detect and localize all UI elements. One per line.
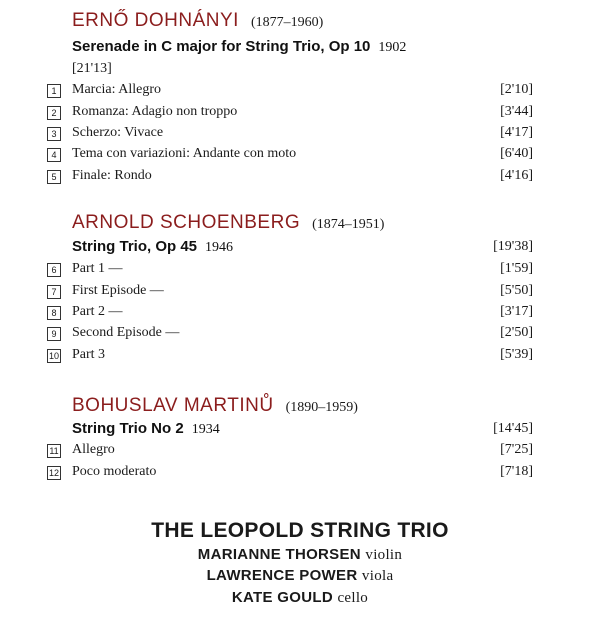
track-number: 9 <box>47 327 61 341</box>
track-title: First Episode — <box>72 283 164 298</box>
track-duration: [7'18] <box>500 464 533 479</box>
track-duration: [2'10] <box>500 82 533 97</box>
track-duration: [7'25] <box>500 442 533 457</box>
track-title: Part 1 — <box>72 261 123 276</box>
work-title: String Trio, Op 45 <box>72 238 198 255</box>
member-instrument: viola <box>361 568 394 584</box>
work-title-string-trio-op45 <box>72 238 233 256</box>
track-title: Marcia: Allegro <box>72 82 162 97</box>
composer-heading-schoenberg <box>72 212 384 234</box>
composer-name: ARNOLD SCHOENBERG <box>72 212 301 233</box>
track-number: 11 <box>47 444 61 458</box>
track-row <box>0 82 600 102</box>
composer-dates: (1874–1951) <box>312 217 385 232</box>
track-row <box>0 168 600 188</box>
track-number: 5 <box>47 170 61 184</box>
track-title: Allegro <box>72 442 115 457</box>
track-title: Part 2 — <box>72 304 123 319</box>
track-title: Finale: Rondo <box>72 168 152 183</box>
composer-heading-dohnanyi <box>72 10 323 32</box>
track-number: 12 <box>48 468 59 478</box>
ensemble-member <box>0 567 600 585</box>
track-row <box>0 442 600 462</box>
track-duration: [3'17] <box>500 304 533 319</box>
track-title: Tema con variazioni: Andante con moto <box>72 146 297 161</box>
track-row <box>0 325 600 345</box>
track-duration: [1'59] <box>500 261 533 276</box>
track-number: 7 <box>47 285 61 299</box>
composer-heading-martinu <box>72 395 358 417</box>
work-total-duration: [19'38] <box>493 239 533 254</box>
track-number: 4 <box>47 148 61 162</box>
track-duration: [6'40] <box>500 146 533 161</box>
track-duration: [5'39] <box>500 347 533 362</box>
ensemble-name: THE LEOPOLD STRING TRIO <box>151 519 449 542</box>
track-number: 1 <box>47 84 61 98</box>
member-name: KATE GOULD <box>231 589 333 606</box>
track-title: Scherzo: Vivace <box>72 125 164 140</box>
track-row <box>0 125 600 145</box>
work-total-duration: [21'13] <box>72 61 112 76</box>
ensemble-member <box>0 546 600 564</box>
member-name: MARIANNE THORSEN <box>197 546 361 563</box>
track-duration: [3'44] <box>500 104 533 119</box>
track-row <box>0 283 600 303</box>
work-title: Serenade in C major for String Trio, Op 10 <box>72 38 371 55</box>
track-number: 3 <box>47 127 61 141</box>
track-number: 2 <box>47 106 61 120</box>
track-row <box>0 304 600 324</box>
member-name: LAWRENCE POWER <box>206 567 358 584</box>
track-row <box>0 464 600 484</box>
member-instrument: violin <box>365 547 403 563</box>
track-duration: [2'50] <box>500 325 533 340</box>
composer-dates: (1877–1960) <box>250 15 324 30</box>
work-title-serenade <box>72 38 406 56</box>
track-number: 10 <box>48 351 59 361</box>
ensemble-member <box>0 589 600 607</box>
track-duration: [5'50] <box>500 283 533 298</box>
work-year: 1946 <box>205 240 234 255</box>
track-duration: [4'17] <box>500 125 533 140</box>
track-row <box>0 347 600 367</box>
track-title: Second Episode — <box>72 325 180 340</box>
composer-name: ERNŐ DOHNÁNYI <box>72 10 239 31</box>
work-year: 1934 <box>191 422 220 437</box>
track-title: Part 3 <box>72 347 106 362</box>
track-duration: [4'16] <box>500 168 533 183</box>
member-instrument: cello <box>337 590 369 606</box>
work-total-duration: [14'45] <box>493 421 533 436</box>
track-row <box>0 104 600 124</box>
track-row <box>0 261 600 281</box>
track-title: Romanza: Adagio non troppo <box>72 104 238 119</box>
work-title-string-trio-2 <box>72 420 220 438</box>
composer-dates: (1890–1959) <box>285 400 358 415</box>
track-number: 8 <box>47 306 61 320</box>
track-number: 6 <box>47 263 61 277</box>
work-title: String Trio No 2 <box>72 420 184 437</box>
track-title: Poco moderato <box>72 464 157 479</box>
work-year: 1902 <box>378 40 407 55</box>
track-row <box>0 146 600 166</box>
composer-name: BOHUSLAV MARTINŮ <box>72 395 274 416</box>
